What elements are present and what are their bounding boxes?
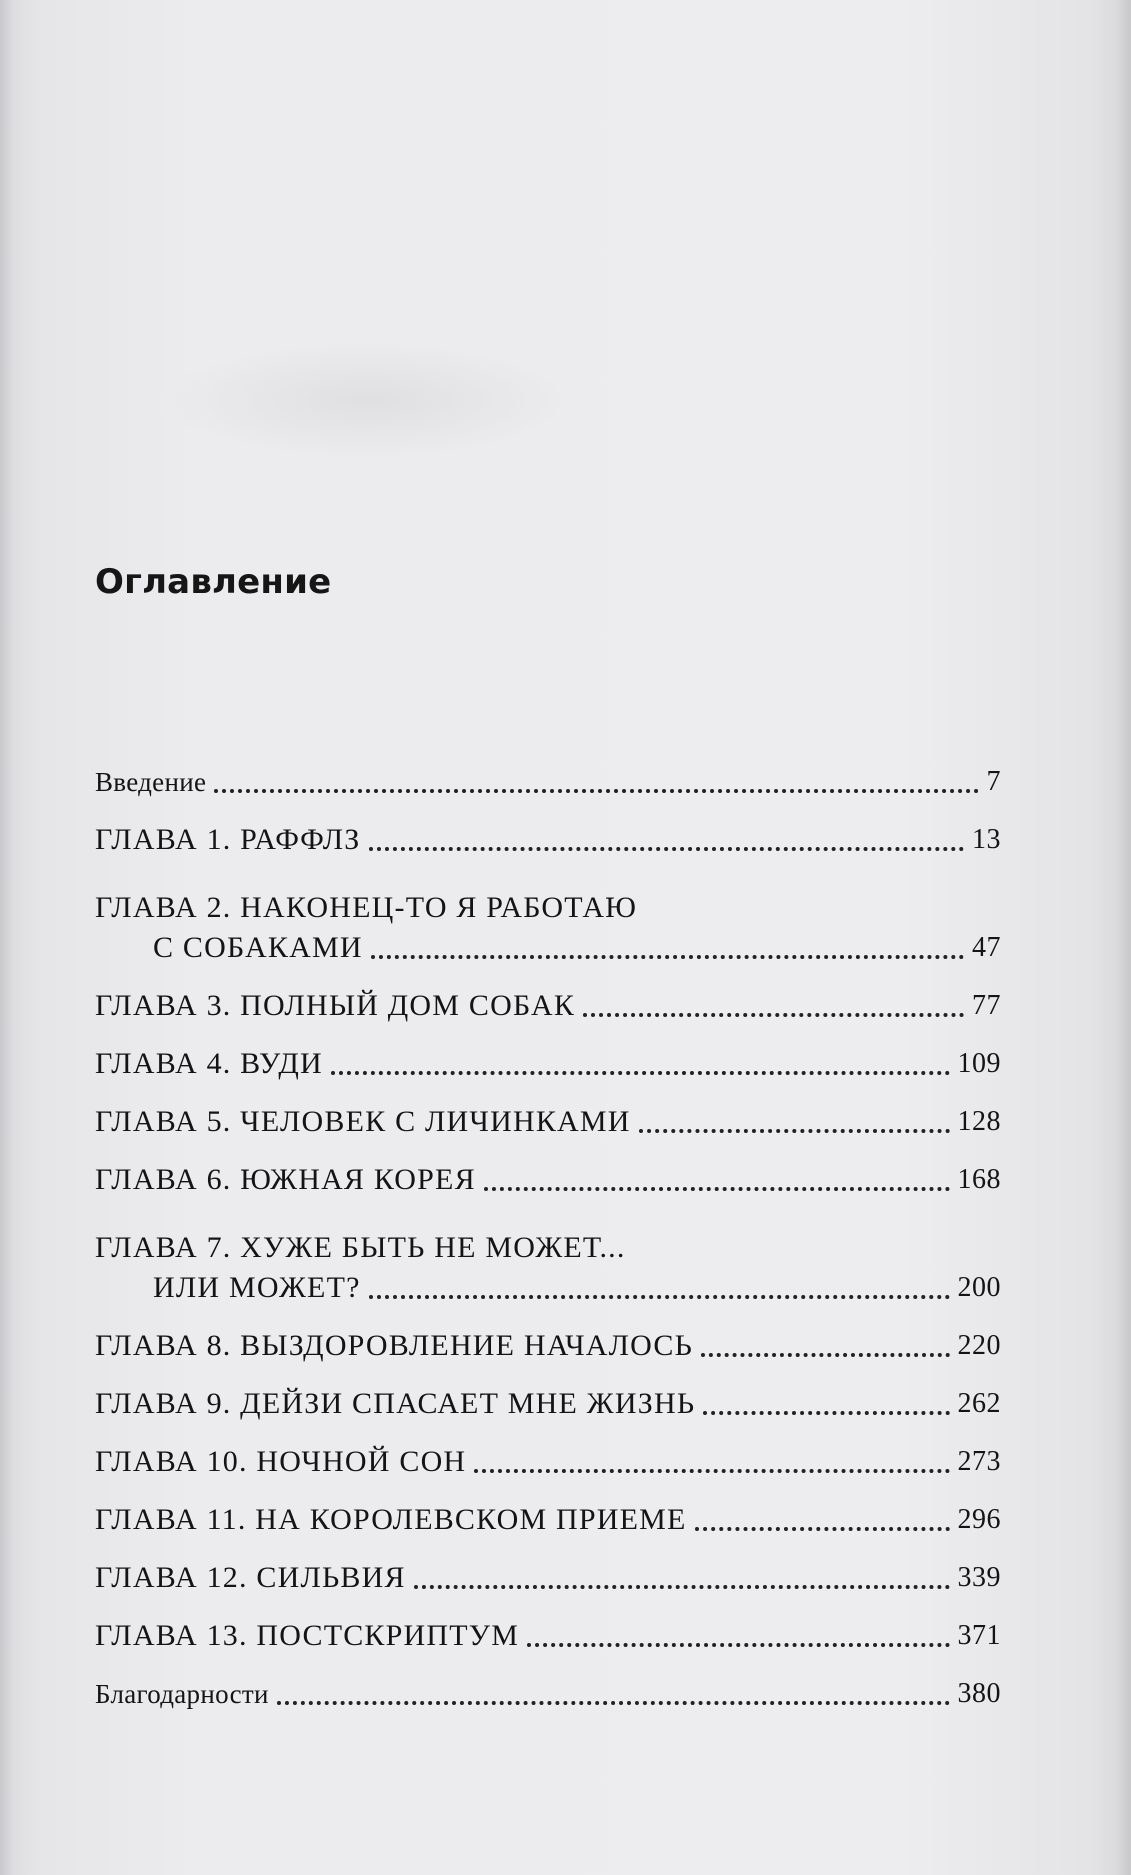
toc-entry [95,1660,1001,1718]
toc-entry-row [95,1268,1001,1308]
toc-entry-label: ГЛАВА 12. СИЛЬВИЯ [95,1561,406,1594]
toc-entry [95,1370,1001,1428]
dot-leader [214,789,978,793]
dot-leader [369,847,964,851]
toc-entry-row [95,1558,1001,1598]
dot-leader [703,1411,949,1415]
toc-entry-label: ГЛАВА 9. ДЕЙЗИ СПАСАЕТ МНЕ ЖИЗНЬ [95,1387,696,1420]
toc-entry-page-number: 168 [957,1164,1001,1195]
toc-entry-row [95,1102,1001,1142]
toc-entry-page-number: 273 [957,1446,1001,1477]
toc-entry [95,1146,1001,1204]
toc-entry-label-line1: ГЛАВА 7. ХУЖЕ БЫТЬ НЕ МОЖЕТ... [95,1231,626,1264]
toc-entry [95,806,1001,864]
toc-entry-label: С СОБАКАМИ [153,931,363,964]
toc-entry-label: ГЛАВА 13. ПОСТСКРИПТУМ [95,1619,520,1652]
toc-entry-page-number: 77 [972,990,1001,1021]
toc-entry-label-line1: ГЛАВА 2. НАКОНЕЦ-ТО Я РАБОТАЮ [95,891,638,924]
toc-entry-page-number: 109 [957,1048,1001,1079]
toc-entry-page-number: 380 [957,1678,1001,1709]
toc-entry-label: ГЛАВА 4. ВУДИ [95,1047,323,1080]
toc-entry-page-number: 7 [986,766,1001,797]
toc-entry-label: ГЛАВА 11. НА КОРОЛЕВСКОМ ПРИЕМЕ [95,1503,687,1536]
table-of-contents [95,748,1001,1718]
dot-leader [583,1013,964,1017]
toc-entry-row [95,1044,1001,1084]
dot-leader [639,1129,950,1133]
toc-entry-page-number: 371 [957,1620,1001,1651]
dot-leader [527,1643,949,1647]
toc-entry-label: ИЛИ МОЖЕТ? [153,1271,361,1304]
toc-entry-page-number: 13 [972,824,1001,855]
toc-entry-row [95,1384,1001,1424]
toc-entry-page-number: 262 [957,1388,1001,1419]
toc-entry-row [95,928,1001,968]
toc-entry-row [95,1160,1001,1200]
toc-entry [95,1602,1001,1660]
toc-entry [95,1486,1001,1544]
toc-entry [95,1088,1001,1146]
toc-entry-page-number: 47 [972,932,1001,963]
toc-entry-page-number: 296 [957,1504,1001,1535]
toc-entry-page-number: 339 [957,1562,1001,1593]
toc-entry [95,748,1001,806]
dot-leader [371,955,964,959]
dot-leader [484,1187,950,1191]
toc-entry-label: ГЛАВА 1. РАФФЛЗ [95,823,361,856]
toc-entry [95,864,1001,972]
toc-entry-row [95,986,1001,1026]
toc-title: Оглавление [95,562,332,602]
toc-entry-label: ГЛАВА 6. ЮЖНАЯ КОРЕЯ [95,1163,476,1196]
toc-entry-row [95,1674,1001,1714]
toc-entry-label: ГЛАВА 10. НОЧНОЙ СОН [95,1445,467,1478]
dot-leader [701,1353,949,1357]
toc-entry-label: ГЛАВА 5. ЧЕЛОВЕК С ЛИЧИНКАМИ [95,1105,631,1138]
toc-entry [95,972,1001,1030]
toc-entry-page-number: 220 [957,1330,1001,1361]
toc-entry-row [95,762,1001,802]
toc-entry-page-number: 200 [957,1272,1001,1303]
dot-leader [474,1469,949,1473]
toc-entry [95,1030,1001,1088]
toc-entry-label: ГЛАВА 3. ПОЛНЫЙ ДОМ СОБАК [95,989,576,1022]
toc-entry-label: Благодарности [95,1679,269,1709]
toc-entry-row [95,1326,1001,1366]
toc-entry-page-number: 128 [957,1106,1001,1137]
toc-entry-label: ГЛАВА 8. ВЫЗДОРОВЛЕНИЕ НАЧАЛОСЬ [95,1329,694,1362]
dot-leader [695,1527,950,1531]
toc-entry [95,1312,1001,1370]
toc-entry [95,1428,1001,1486]
dot-leader [369,1295,950,1299]
toc-entry-label: Введение [95,767,207,797]
dot-leader [331,1071,950,1075]
show-through-shadow [160,340,580,460]
toc-entry [95,1544,1001,1602]
dot-leader [414,1585,950,1589]
dot-leader [277,1701,950,1705]
toc-entry-row [95,1442,1001,1482]
toc-entry-row [95,1500,1001,1540]
toc-entry [95,1204,1001,1312]
toc-entry-row [95,820,1001,860]
page-right-edge [1115,0,1131,1875]
page-left-edge [0,0,14,1875]
toc-entry-row [95,1616,1001,1656]
